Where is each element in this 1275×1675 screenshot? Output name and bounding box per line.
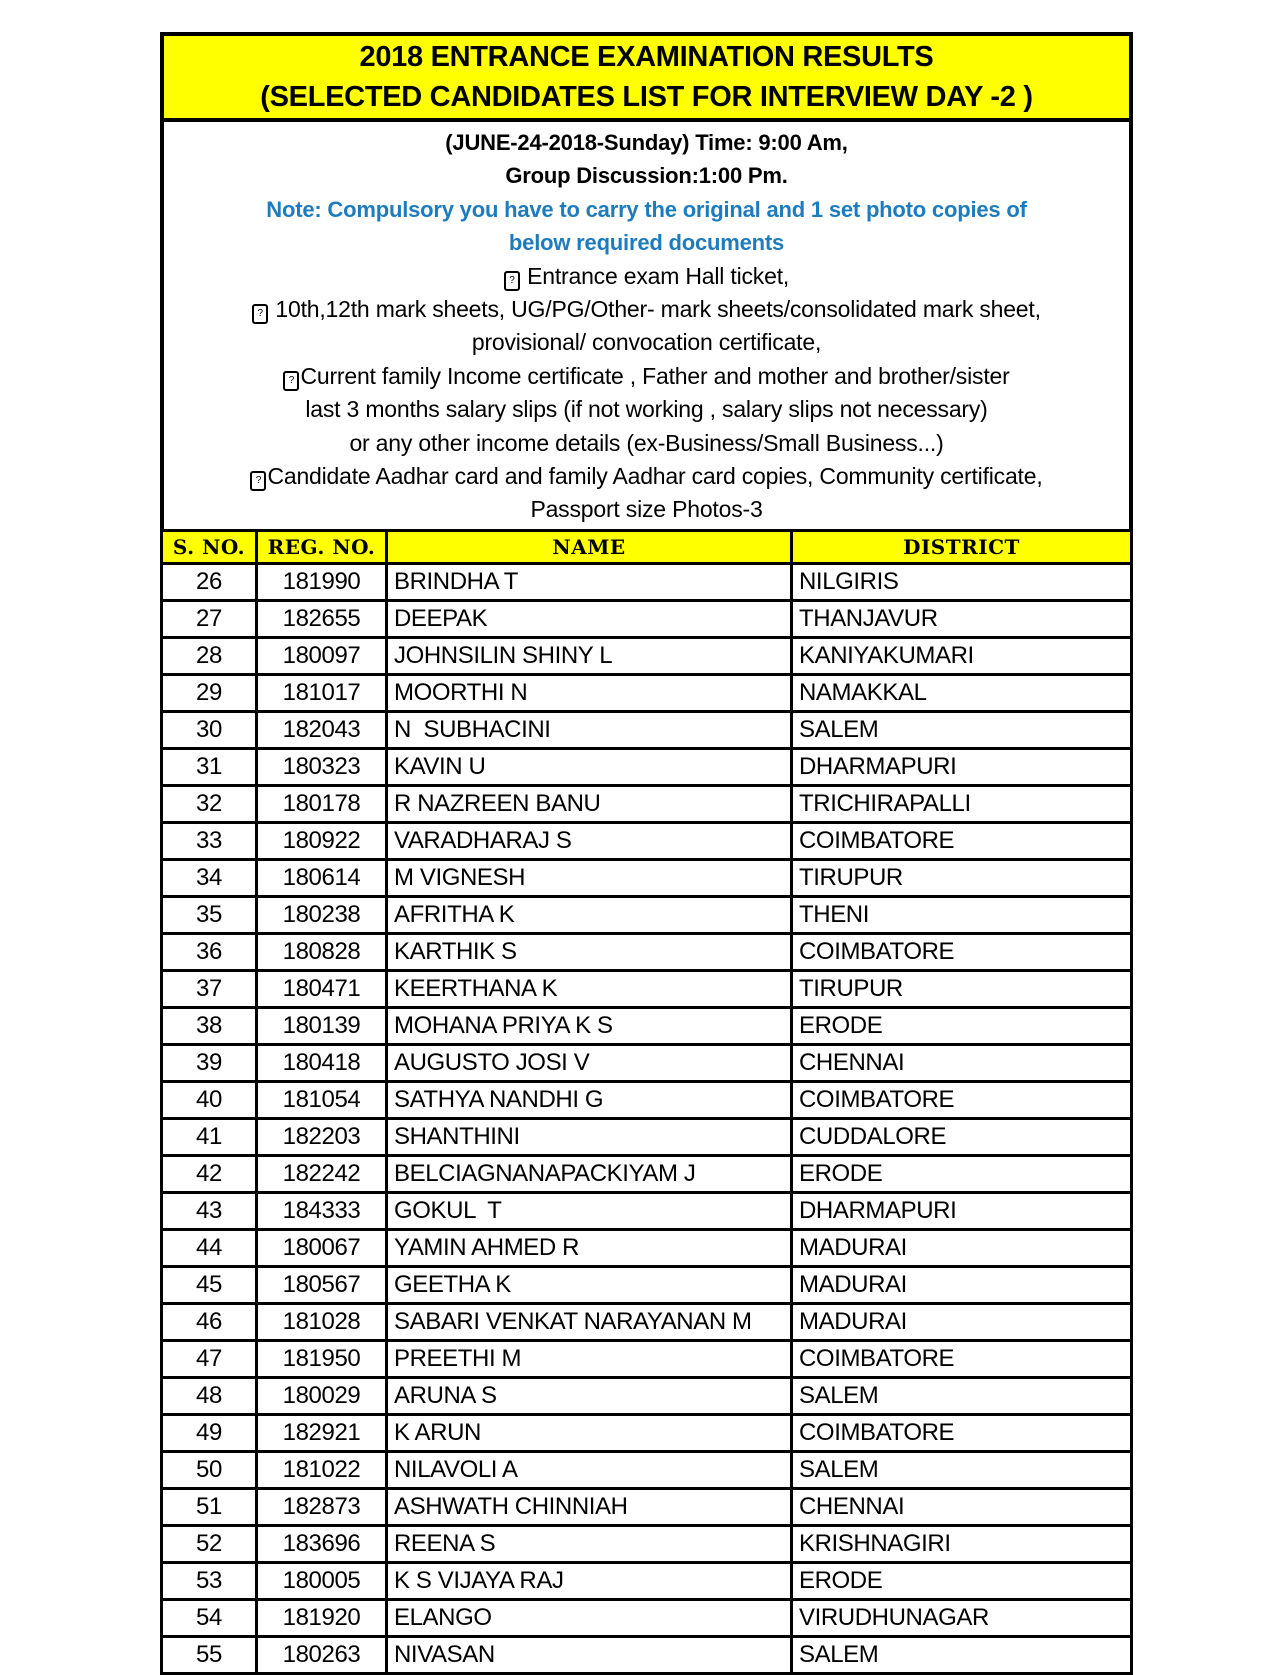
- district-cell: DHARMAPURI: [792, 748, 1132, 785]
- candidate-name-cell: BELCIAGNANAPACKIYAM J: [387, 1155, 792, 1192]
- registration-number-cell: 180029: [257, 1377, 387, 1414]
- registration-number-cell: 181950: [257, 1340, 387, 1377]
- registration-number-cell: 182655: [257, 600, 387, 637]
- missing-glyph-icon: ?: [504, 271, 520, 291]
- table-header-row: [162, 530, 1132, 563]
- registration-number-cell: 180418: [257, 1044, 387, 1081]
- note-text: last 3 months salary slips (if not working , salary slips not necessary): [305, 396, 988, 423]
- candidate-name-cell: GOKUL T: [387, 1192, 792, 1229]
- table-row: [162, 1451, 1132, 1488]
- candidate-name-cell: R NAZREEN BANU: [387, 785, 792, 822]
- table-row: [162, 674, 1132, 711]
- document-page: [160, 32, 1133, 1675]
- serial-number-cell: 33: [162, 822, 257, 859]
- district-cell: THANJAVUR: [792, 600, 1132, 637]
- serial-number-cell: 38: [162, 1007, 257, 1044]
- registration-number-cell: 180067: [257, 1229, 387, 1266]
- title-line-2: (SELECTED CANDIDATES LIST FOR INTERVIEW DAY -2 ): [260, 81, 1033, 113]
- note-line: [172, 360, 1121, 393]
- table-row: [162, 1081, 1132, 1118]
- serial-number-cell: 34: [162, 859, 257, 896]
- serial-number-cell: 49: [162, 1414, 257, 1451]
- note-text: Group Discussion:1:00 Pm.: [505, 163, 788, 189]
- table-row: [162, 1340, 1132, 1377]
- candidate-name-cell: ARUNA S: [387, 1377, 792, 1414]
- candidate-name-cell: SABARI VENKAT NARAYANAN M: [387, 1303, 792, 1340]
- registration-number-cell: 181920: [257, 1599, 387, 1636]
- serial-number-cell: 42: [162, 1155, 257, 1192]
- candidate-name-cell: KAVIN U: [387, 748, 792, 785]
- table-row: [162, 822, 1132, 859]
- col-header-district: DISTRICT: [792, 530, 1132, 563]
- table-row: [162, 1155, 1132, 1192]
- serial-number-cell: 41: [162, 1118, 257, 1155]
- title-banner: [160, 32, 1133, 122]
- missing-glyph-icon: ?: [250, 471, 266, 491]
- note-text: Current family Income certificate , Father and mother and brother/sister: [300, 362, 1010, 389]
- serial-number-cell: 54: [162, 1599, 257, 1636]
- district-cell: NAMAKKAL: [792, 674, 1132, 711]
- district-cell: COIMBATORE: [792, 822, 1132, 859]
- registration-number-cell: 182203: [257, 1118, 387, 1155]
- district-cell: KRISHNAGIRI: [792, 1525, 1132, 1562]
- notes-section: [160, 122, 1133, 529]
- table-row: [162, 748, 1132, 785]
- registration-number-cell: 184333: [257, 1192, 387, 1229]
- district-cell: MADURAI: [792, 1229, 1132, 1266]
- serial-number-cell: 36: [162, 933, 257, 970]
- note-line: [172, 326, 1121, 359]
- registration-number-cell: 182921: [257, 1414, 387, 1451]
- district-cell: THENI: [792, 896, 1132, 933]
- table-row: [162, 1229, 1132, 1266]
- district-cell: CHENNAI: [792, 1488, 1132, 1525]
- candidate-name-cell: MOHANA PRIYA K S: [387, 1007, 792, 1044]
- district-cell: MADURAI: [792, 1303, 1132, 1340]
- candidate-name-cell: K S VIJAYA RAJ: [387, 1562, 792, 1599]
- note-text: 10th,12th mark sheets, UG/PG/Other- mark sheets/consolidated mark sheet,: [269, 296, 1041, 323]
- table-row: [162, 859, 1132, 896]
- table-row: [162, 970, 1132, 1007]
- district-cell: CUDDALORE: [792, 1118, 1132, 1155]
- candidate-name-cell: M VIGNESH: [387, 859, 792, 896]
- note-text: Candidate Aadhar card and family Aadhar card copies, Community certificate,: [267, 463, 1043, 490]
- candidate-name-cell: JOHNSILIN SHINY L: [387, 637, 792, 674]
- serial-number-cell: 48: [162, 1377, 257, 1414]
- table-row: [162, 1525, 1132, 1562]
- table-row: [162, 563, 1132, 600]
- note-line: [172, 226, 1121, 259]
- district-cell: ERODE: [792, 1562, 1132, 1599]
- note-text: provisional/ convocation certificate,: [471, 329, 822, 356]
- table-row: [162, 1414, 1132, 1451]
- serial-number-cell: 44: [162, 1229, 257, 1266]
- table-row: [162, 1118, 1132, 1155]
- registration-number-cell: 182043: [257, 711, 387, 748]
- serial-number-cell: 53: [162, 1562, 257, 1599]
- district-cell: TIRUPUR: [792, 970, 1132, 1007]
- table-row: [162, 1562, 1132, 1599]
- registration-number-cell: 180922: [257, 822, 387, 859]
- serial-number-cell: 27: [162, 600, 257, 637]
- district-cell: SALEM: [792, 711, 1132, 748]
- district-cell: COIMBATORE: [792, 1340, 1132, 1377]
- candidate-name-cell: MOORTHI N: [387, 674, 792, 711]
- serial-number-cell: 45: [162, 1266, 257, 1303]
- registration-number-cell: 182873: [257, 1488, 387, 1525]
- note-line: [172, 193, 1121, 226]
- serial-number-cell: 39: [162, 1044, 257, 1081]
- registration-number-cell: 181017: [257, 674, 387, 711]
- serial-number-cell: 52: [162, 1525, 257, 1562]
- table-row: [162, 711, 1132, 748]
- district-cell: SALEM: [792, 1451, 1132, 1488]
- table-row: [162, 1599, 1132, 1636]
- serial-number-cell: 43: [162, 1192, 257, 1229]
- registration-number-cell: 180178: [257, 785, 387, 822]
- candidate-name-cell: ASHWATH CHINNIAH: [387, 1488, 792, 1525]
- table-row: [162, 785, 1132, 822]
- candidate-name-cell: ELANGO: [387, 1599, 792, 1636]
- candidate-name-cell: BRINDHA T: [387, 563, 792, 600]
- registration-number-cell: 183696: [257, 1525, 387, 1562]
- note-line: [172, 260, 1121, 293]
- note-text: or any other income details (ex-Business/Small Business...): [349, 429, 944, 456]
- registration-number-cell: 180471: [257, 970, 387, 1007]
- serial-number-cell: 46: [162, 1303, 257, 1340]
- note-line: [172, 126, 1121, 159]
- table-row: [162, 1266, 1132, 1303]
- candidate-name-cell: SATHYA NANDHI G: [387, 1081, 792, 1118]
- results-table: [160, 529, 1133, 1675]
- district-cell: TIRUPUR: [792, 859, 1132, 896]
- note-line: [172, 493, 1121, 526]
- serial-number-cell: 26: [162, 563, 257, 600]
- missing-glyph-icon: ?: [283, 371, 299, 391]
- candidate-name-cell: KARTHIK S: [387, 933, 792, 970]
- registration-number-cell: 181028: [257, 1303, 387, 1340]
- col-header-serial-number: S. NO.: [162, 530, 257, 563]
- serial-number-cell: 31: [162, 748, 257, 785]
- district-cell: ERODE: [792, 1007, 1132, 1044]
- candidate-name-cell: K ARUN: [387, 1414, 792, 1451]
- registration-number-cell: 182242: [257, 1155, 387, 1192]
- serial-number-cell: 40: [162, 1081, 257, 1118]
- serial-number-cell: 51: [162, 1488, 257, 1525]
- district-cell: SALEM: [792, 1636, 1132, 1673]
- table-row: [162, 1488, 1132, 1525]
- table-row: [162, 1636, 1132, 1673]
- candidate-name-cell: KEERTHANA K: [387, 970, 792, 1007]
- col-header-registration-number: REG. NO.: [257, 530, 387, 563]
- district-cell: MADURAI: [792, 1266, 1132, 1303]
- note-text: Passport size Photos-3: [530, 496, 763, 523]
- candidate-name-cell: DEEPAK: [387, 600, 792, 637]
- table-row: [162, 933, 1132, 970]
- registration-number-cell: 180005: [257, 1562, 387, 1599]
- note-line: [172, 293, 1121, 326]
- table-row: [162, 1303, 1132, 1340]
- district-cell: COIMBATORE: [792, 1414, 1132, 1451]
- note-text: (JUNE-24-2018-Sunday) Time: 9:00 Am,: [445, 130, 848, 155]
- candidate-name-cell: NILAVOLI A: [387, 1451, 792, 1488]
- candidate-name-cell: GEETHA K: [387, 1266, 792, 1303]
- district-cell: KANIYAKUMARI: [792, 637, 1132, 674]
- candidate-name-cell: PREETHI M: [387, 1340, 792, 1377]
- table-row: [162, 1044, 1132, 1081]
- candidate-name-cell: AUGUSTO JOSI V: [387, 1044, 792, 1081]
- serial-number-cell: 47: [162, 1340, 257, 1377]
- note-line: [172, 159, 1121, 192]
- registration-number-cell: 181990: [257, 563, 387, 600]
- district-cell: TRICHIRAPALLI: [792, 785, 1132, 822]
- candidate-name-cell: N SUBHACINI: [387, 711, 792, 748]
- registration-number-cell: 180323: [257, 748, 387, 785]
- registration-number-cell: 181022: [257, 1451, 387, 1488]
- district-cell: VIRUDHUNAGAR: [792, 1599, 1132, 1636]
- note-text: Note: Compulsory you have to carry the original and 1 set photo copies of: [266, 196, 1027, 222]
- candidate-name-cell: AFRITHA K: [387, 896, 792, 933]
- registration-number-cell: 180263: [257, 1636, 387, 1673]
- table-row: [162, 600, 1132, 637]
- candidate-name-cell: SHANTHINI: [387, 1118, 792, 1155]
- district-cell: CHENNAI: [792, 1044, 1132, 1081]
- registration-number-cell: 180097: [257, 637, 387, 674]
- serial-number-cell: 37: [162, 970, 257, 1007]
- note-text: Entrance exam Hall ticket,: [520, 262, 790, 289]
- table-row: [162, 637, 1132, 674]
- missing-glyph-icon: ?: [252, 304, 268, 324]
- table-row: [162, 1377, 1132, 1414]
- registration-number-cell: 180139: [257, 1007, 387, 1044]
- district-cell: DHARMAPURI: [792, 1192, 1132, 1229]
- registration-number-cell: 180567: [257, 1266, 387, 1303]
- serial-number-cell: 30: [162, 711, 257, 748]
- district-cell: ERODE: [792, 1155, 1132, 1192]
- registration-number-cell: 180828: [257, 933, 387, 970]
- registration-number-cell: 180614: [257, 859, 387, 896]
- serial-number-cell: 55: [162, 1636, 257, 1673]
- district-cell: NILGIRIS: [792, 563, 1132, 600]
- table-row: [162, 1192, 1132, 1229]
- serial-number-cell: 28: [162, 637, 257, 674]
- note-text: below required documents: [508, 230, 785, 256]
- candidate-name-cell: NIVASAN: [387, 1636, 792, 1673]
- district-cell: SALEM: [792, 1377, 1132, 1414]
- registration-number-cell: 181054: [257, 1081, 387, 1118]
- serial-number-cell: 35: [162, 896, 257, 933]
- col-header-name: NAME: [387, 530, 792, 563]
- note-line: [172, 393, 1121, 426]
- registration-number-cell: 180238: [257, 896, 387, 933]
- serial-number-cell: 50: [162, 1451, 257, 1488]
- serial-number-cell: 32: [162, 785, 257, 822]
- candidate-name-cell: REENA S: [387, 1525, 792, 1562]
- table-row: [162, 1007, 1132, 1044]
- serial-number-cell: 29: [162, 674, 257, 711]
- district-cell: COIMBATORE: [792, 1081, 1132, 1118]
- note-line: [172, 460, 1121, 493]
- note-line: [172, 427, 1121, 460]
- title-line-1: 2018 ENTRANCE EXAMINATION RESULTS: [359, 41, 934, 73]
- candidate-name-cell: YAMIN AHMED R: [387, 1229, 792, 1266]
- table-row: [162, 896, 1132, 933]
- district-cell: COIMBATORE: [792, 933, 1132, 970]
- candidate-name-cell: VARADHARAJ S: [387, 822, 792, 859]
